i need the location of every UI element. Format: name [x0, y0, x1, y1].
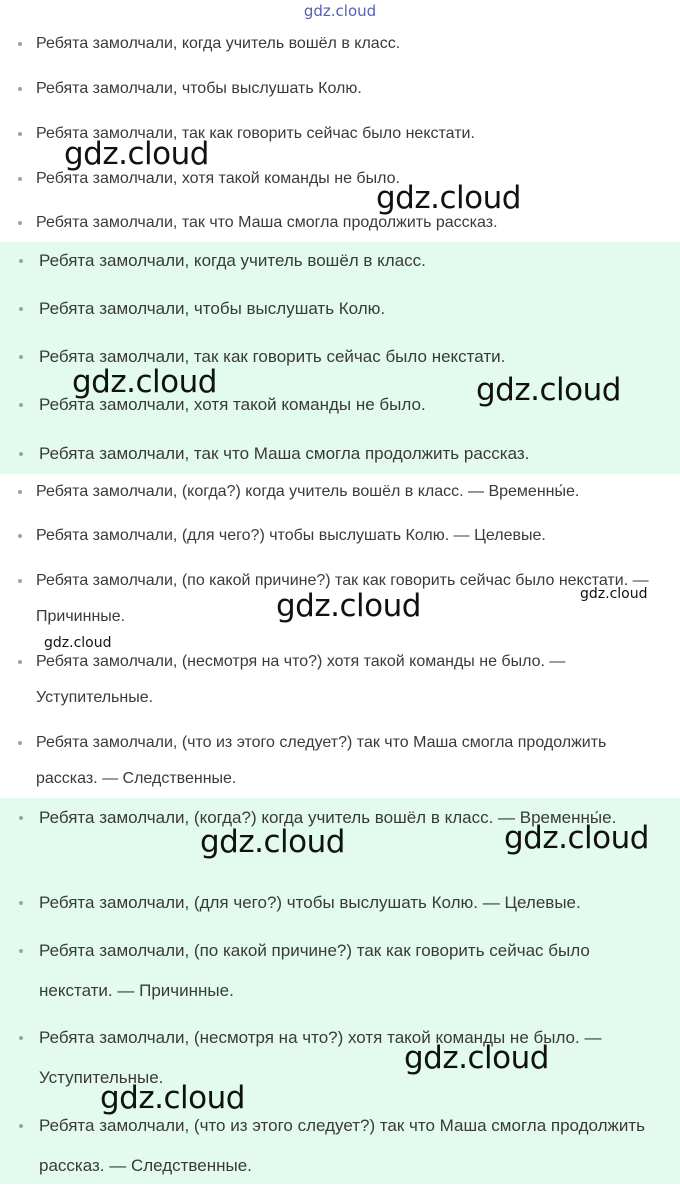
- list-item: Ребята замолчали, (по какой причине?) так как говорить сейчас было некстати. — Причинные.: [36, 563, 662, 635]
- list-item: Ребята замолчали, так как говорить сейчас было некстати.: [39, 337, 662, 377]
- section-2: [0, 242, 680, 474]
- section-1: [0, 20, 680, 242]
- list-item: Ребята замолчали, (для чего?) чтобы выслушать Колю. — Целевые.: [39, 883, 662, 923]
- watermark: gdz.cloud: [64, 136, 209, 172]
- list-item: Ребята замолчали, (когда?) когда учитель вошёл в класс. — Временны́е.: [39, 798, 662, 838]
- list-item: Ребята замолчали, (когда?) когда учитель вошёл в класс. — Временны́е.: [36, 474, 662, 510]
- watermark: gdz.cloud: [100, 1080, 245, 1116]
- top-watermark: gdz.cloud: [303, 2, 377, 20]
- list-item: Ребята замолчали, хотя такой команды не было.: [36, 161, 662, 197]
- watermark: gdz.cloud: [276, 588, 421, 624]
- list-item: Ребята замолчали, так что Маша смогла продолжить рассказ.: [39, 434, 662, 474]
- list-item: Ребята замолчали, так что Маша смогла продолжить рассказ.: [36, 205, 662, 241]
- list-item: Ребята замолчали, (несмотря на что?) хотя такой команды не было. — Уступительные.: [39, 1018, 662, 1098]
- list-item: Ребята замолчали, хотя такой команды не было.: [39, 385, 662, 425]
- list-item: Ребята замолчали, когда учитель вошёл в класс.: [39, 241, 662, 281]
- list-item: Ребята замолчали, (несмотря на что?) хотя такой команды не было. — Уступительные.: [36, 644, 662, 716]
- list-item: Ребята замолчали, чтобы выслушать Колю.: [39, 289, 662, 329]
- watermark: gdz.cloud: [504, 820, 649, 856]
- list-item: Ребята замолчали, чтобы выслушать Колю.: [36, 71, 662, 107]
- list-item: Ребята замолчали, так как говорить сейчас было некстати.: [36, 116, 662, 152]
- list-item: Ребята замолчали, (что из этого следует?) так что Маша смогла продолжить рассказ. — Следственные.: [39, 1106, 662, 1186]
- list-item: Ребята замолчали, (что из этого следует?) так что Маша смогла продолжить рассказ. — Следственные.: [36, 725, 662, 797]
- list-item: Ребята замолчали, (по какой причине?) так как говорить сейчас было некстати. — Причинные.: [39, 931, 662, 1011]
- watermark: gdz.cloud: [580, 586, 648, 602]
- watermark: gdz.cloud: [44, 635, 112, 651]
- list-item: Ребята замолчали, когда учитель вошёл в класс.: [36, 26, 662, 62]
- watermark: gdz.cloud: [376, 180, 521, 216]
- watermark: gdz.cloud: [476, 372, 621, 408]
- watermark: gdz.cloud: [72, 364, 217, 400]
- watermark: gdz.cloud: [404, 1040, 549, 1076]
- list-item: Ребята замолчали, (для чего?) чтобы выслушать Колю. — Целевые.: [36, 518, 662, 554]
- watermark: gdz.cloud: [200, 824, 345, 860]
